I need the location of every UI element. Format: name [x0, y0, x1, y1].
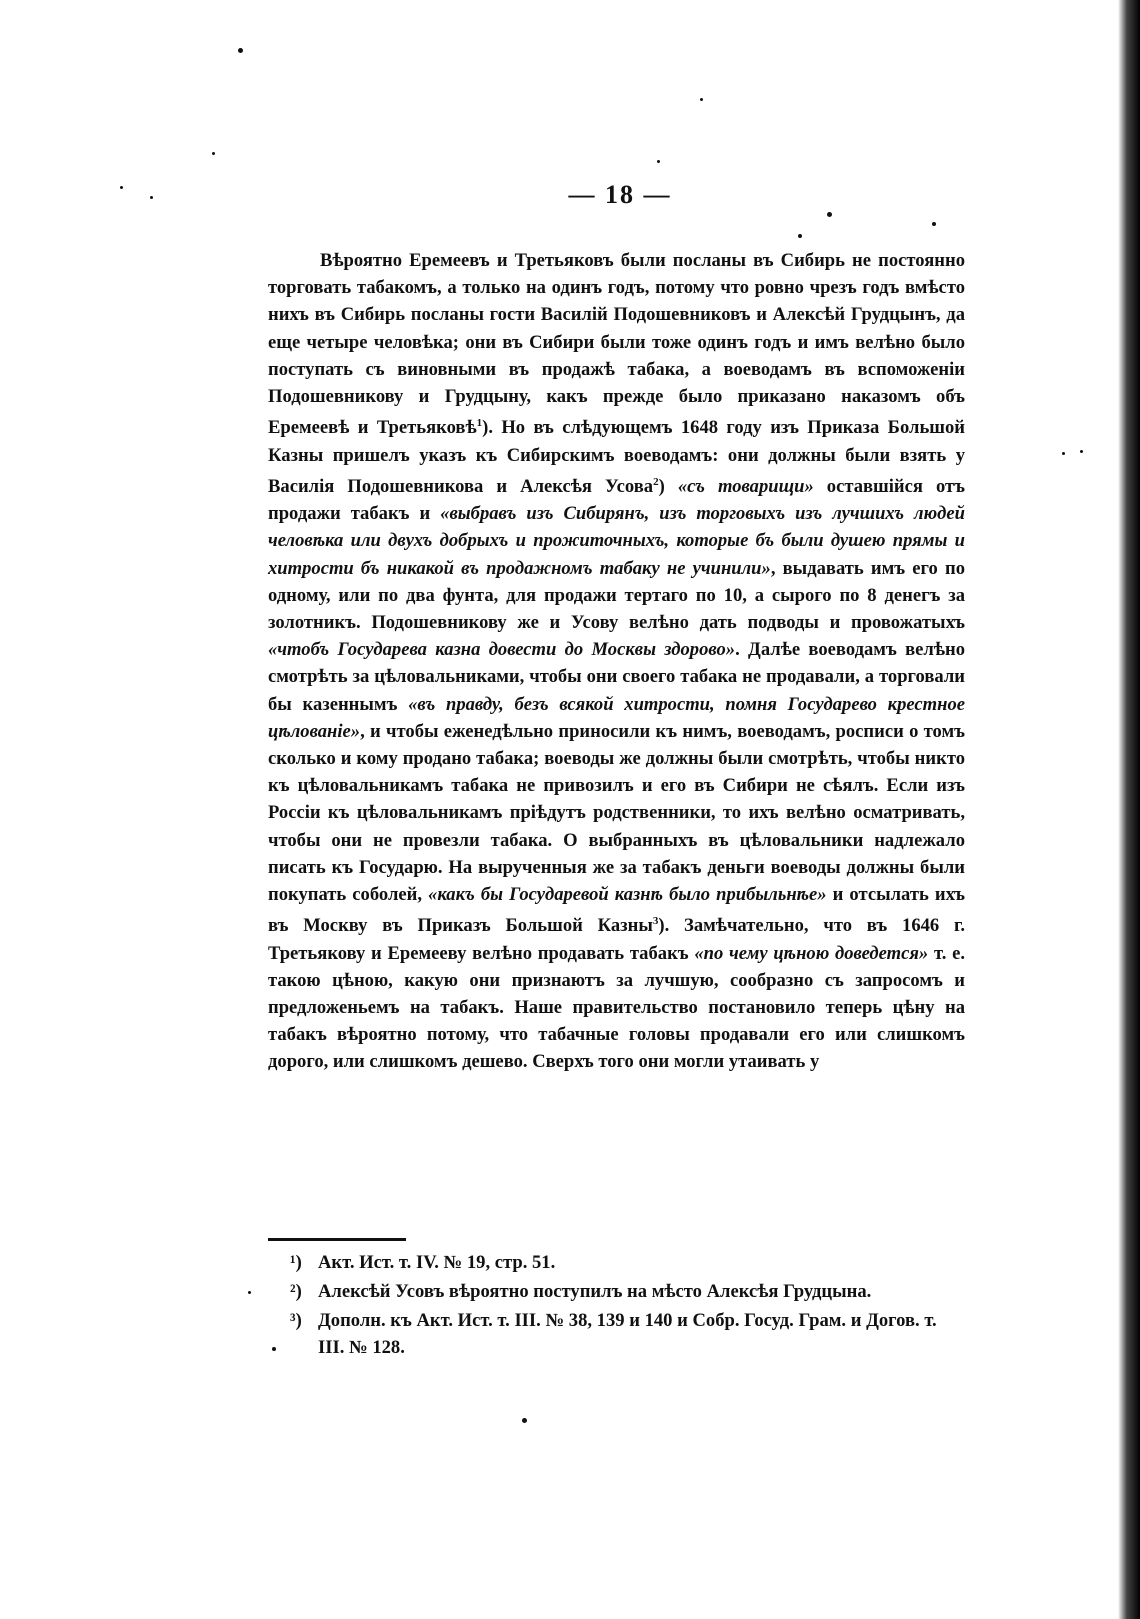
body-text: Вѣроятно Еремеевъ и Третьяковъ были посланы въ Сибирь не постоянно торговать табакомъ, а только на одинъ годъ, потому что ровно чрезъ годъ вмѣсто нихъ въ Сибирь посланы гости Василій Подошевниковъ и Алексѣй Грудцынъ, да еще четыре человѣка; они въ Сибири были тоже одинъ годъ и имъ велѣно было поступать съ виновными въ продажѣ табака, а воеводамъ въ вспоможеніи Подошевникову и Грудцыну, какъ прежде было приказано наказомъ объ Еремеевѣ и Третьяковѣ: [268, 250, 965, 439]
body-paragraph: [268, 247, 965, 1076]
footnote-text: Акт. Ист. т. IV. № 19, стр. 51.: [318, 1252, 556, 1273]
body-text: и отсылать ихъ въ Москву въ Приказъ Большой Казны: [268, 884, 965, 937]
footnote-text: Дополн. къ Акт. Ист. т. III. № 38, 139 и 140 и Собр. Госуд. Грам. и Догов. т. III. № 128.: [318, 1310, 937, 1358]
footnote-mark: ²): [290, 1281, 302, 1302]
footnote: [290, 1249, 962, 1276]
scan-speck: [700, 98, 703, 101]
footnote-mark: ¹): [290, 1252, 302, 1273]
footnote-ref-3: 3: [652, 915, 659, 928]
quotation: «какъ бы Государевой казнѣ было прибыльнѣе»: [428, 884, 827, 906]
body-text: . Далѣе воеводамъ велѣно смотрѣть за цѣловальниками, чтобы они своего табака не продавали, а торговали бы казеннымъ: [268, 639, 965, 715]
footnotes: [290, 1249, 962, 1363]
footnote-ref-1: 1: [476, 417, 483, 430]
body-text: ). Замѣчательно, что въ 1646 г. Третьякову и Еремееву велѣно продавать табакъ: [268, 915, 965, 964]
scan-speck: [827, 212, 832, 217]
body-text: , выдавать имъ его по одному, или по два фунта, для продажи тертаго по 10, а сырого по 8 денегъ за золотникъ. Подошевникову же и Усову велѣно дать подводы и провожатыхъ: [268, 557, 965, 634]
footnote: [290, 1278, 962, 1305]
scan-speck: [1062, 452, 1065, 455]
quotation: «въ правду, безъ всякой хитрости, помня Государево крестное цѣлованіе»: [268, 693, 965, 742]
scan-speck: [212, 152, 215, 155]
body-text: ): [658, 476, 678, 497]
footnote-ref-2: 2: [653, 475, 659, 488]
scan-speck: [1080, 450, 1083, 453]
footnote-separator: [268, 1238, 406, 1241]
quotation: «съ товарищи»: [677, 476, 814, 497]
scan-speck: [932, 222, 936, 226]
scan-speck: [248, 1291, 251, 1294]
body-text: ). Но въ слѣдующемъ 1648 году изъ Приказа Большой Казны пришелъ указъ къ Сибирскимъ воеводамъ: они должны были взять у Василія Подошевникова и Алексѣя Усова: [268, 417, 965, 497]
scan-speck: [272, 1347, 276, 1351]
scan-speck: [657, 160, 660, 163]
body-text: , и чтобы еженедѣльно приносили къ нимъ, воеводамъ, росписи о томъ сколько и кому продано табака; воеводы же должны были смотрѣть, чтобы никто къ цѣловальникамъ табака не привозилъ и его въ Сибири не сѣялъ. Если изъ Россіи къ цѣловальникамъ пріѣдутъ родственники, то ихъ велѣно осматривать, чтобы они не провезли табака. О выбранныхъ въ цѣловальники надлежало писать къ Государю. На вырученныя же за табакъ деньги воеводы должны были покупать соболей,: [268, 720, 965, 906]
footnote-mark: ³): [290, 1310, 302, 1331]
scan-edge-shadow: [1118, 0, 1140, 1619]
scan-speck: [150, 196, 153, 199]
quotation: «по чему цѣною доведется»: [694, 942, 929, 964]
scan-speck: [522, 1418, 527, 1423]
body-text: оставшійся отъ продажи табакъ и: [268, 476, 965, 525]
body-text: т. е. такою цѣною, какую они признаютъ за лучшую, сообразно съ запросомъ и предложеньемъ на табакъ. Наше правительство постановило теперь цѣну на табакъ вѣроятно потому, что табачные головы продавали его или слишкомъ дорого, или слишкомъ дешево. Сверхъ того они могли утаивать у: [268, 942, 965, 1073]
quotation: «чтобъ Государева казна довести до Москвы здорово»: [268, 639, 736, 661]
footnote-text: Алексѣй Усовъ вѣроятно поступилъ на мѣсто Алексѣя Грудцына.: [318, 1281, 872, 1302]
scan-speck: [120, 186, 123, 189]
scan-speck: [798, 234, 802, 238]
footnote: [290, 1307, 962, 1361]
scan-speck: [238, 48, 243, 53]
page-number: — 18 —: [568, 180, 672, 209]
quotation: «выбравъ изъ Сибирянъ, изъ торговыхъ изъ лучшихъ людей человѣка или двухъ добрыхъ и прожиточныхъ, которые бъ были душею прямы и хитрости бъ никакой въ продажномъ табаку не учинили»: [268, 503, 965, 579]
